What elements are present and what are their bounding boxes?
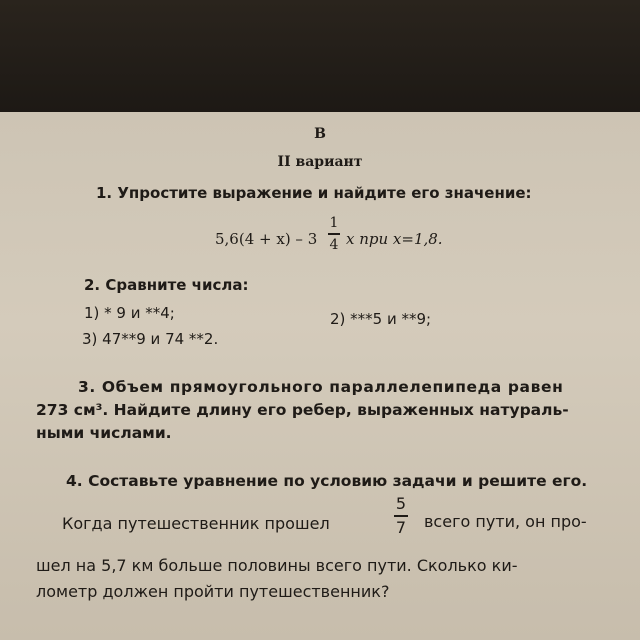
task4-line2: шел на 5,7 км больше половины всего пути. Сколько ки-	[36, 556, 518, 575]
task1-fraction-denominator: 4	[329, 236, 339, 253]
task1-expression-left: 5,6(4 + x) – 3	[215, 230, 318, 248]
task1-fraction	[328, 216, 340, 252]
task3-line3: ными числами.	[36, 424, 172, 442]
fraction-bar	[394, 515, 408, 517]
task2-item3: 3) 47**9 и 74 **2.	[82, 330, 219, 348]
task4-fraction	[394, 496, 408, 536]
task3-line2: 273 см³. Найдите длину его ребер, выраженных натураль-	[36, 401, 569, 419]
variant-title: II вариант	[277, 154, 363, 170]
task2-item1: 1) * 9 и **4;	[84, 304, 175, 322]
desk-background	[0, 0, 640, 120]
task2-item2: 2) ***5 и **9;	[330, 310, 432, 328]
task4-fraction-denominator: 7	[395, 517, 407, 537]
task3-line1: 3. Объем прямоугольного параллелепипеда равен	[78, 378, 564, 396]
task4-title: 4. Составьте уравнение по условию задачи и решите его.	[66, 472, 588, 490]
fraction-bar	[328, 233, 340, 235]
task2-title: 2. Сравните числа:	[84, 276, 249, 294]
task4-fraction-numerator: 5	[395, 494, 407, 513]
task1-expression-right: x при x=1,8.	[346, 230, 443, 248]
task1-title: 1. Упростите выражение и найдите его значение:	[96, 184, 532, 202]
task4-line1-left: Когда путешественник прошел	[62, 514, 330, 533]
task1-fraction-numerator: 1	[329, 215, 339, 231]
task4-line1-right: всего пути, он про-	[424, 512, 587, 531]
page-letter: В	[314, 126, 326, 142]
worksheet-page	[0, 112, 640, 640]
task4-line3: лометр должен пройти путешественник?	[36, 582, 390, 601]
